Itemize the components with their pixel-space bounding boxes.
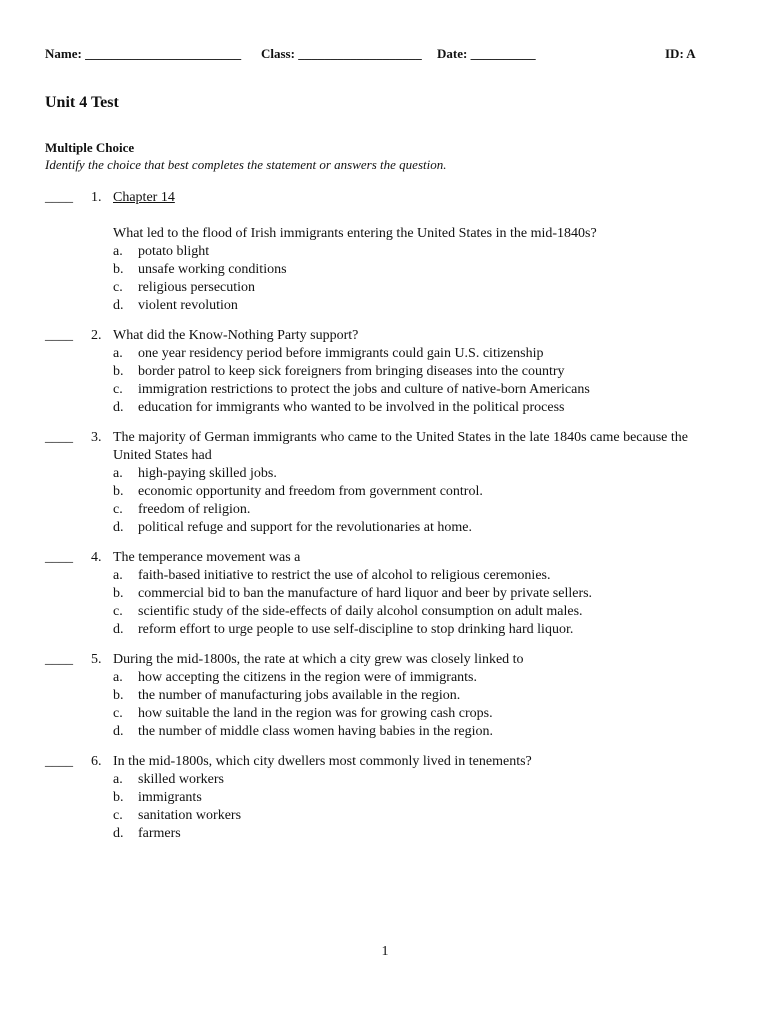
question-stem: In the mid-1800s, which city dwellers most commonly lived in tenements? [113, 754, 532, 769]
test-title: Unit 4 Test [45, 94, 119, 111]
section-instructions: Identify the choice that best completes the statement or answers the question. [45, 157, 447, 172]
choice-letter: c. [113, 502, 123, 517]
choice-c [113, 807, 725, 825]
header-row [45, 46, 705, 66]
choice-a [113, 771, 725, 789]
question-6 [45, 753, 725, 843]
choice-text: religious persecution [138, 280, 256, 295]
choice-d [113, 723, 725, 741]
choice-letter: a. [113, 346, 123, 361]
test-id-label: ID: A [665, 46, 696, 61]
question-stem: The temperance movement was a [113, 550, 301, 565]
choice-text: political refuge and support for the revolutionaries at home. [138, 520, 472, 535]
question-number: 1. [91, 190, 102, 205]
question-number: 2. [91, 328, 102, 343]
choice-text: skilled workers [138, 772, 224, 787]
choice-b [113, 363, 725, 381]
choice-text: violent revolution [138, 298, 238, 313]
question-4 [45, 549, 725, 639]
choice-letter: c. [113, 706, 123, 721]
choice-a [113, 345, 725, 363]
choice-letter: d. [113, 400, 124, 415]
choice-c [113, 501, 725, 519]
choice-c [113, 381, 725, 399]
choice-c [113, 705, 725, 723]
choice-text: immigration restrictions to protect the jobs and culture of native-born Americans [138, 382, 590, 397]
answer-blank: ____ [45, 190, 73, 205]
choice-text: freedom of religion. [138, 502, 251, 517]
question-1 [45, 189, 725, 315]
choice-text: potato blight [138, 244, 210, 259]
choice-letter: b. [113, 262, 124, 277]
question-stem: What led to the flood of Irish immigrants entering the United States in the mid-1840s? [113, 226, 597, 241]
choice-text: high-paying skilled jobs. [138, 466, 277, 481]
choice-d [113, 297, 725, 315]
answer-blank: ____ [45, 550, 73, 565]
choice-a [113, 465, 725, 483]
choice-letter: b. [113, 586, 124, 601]
answer-blank: ____ [45, 328, 73, 343]
question-list [45, 189, 725, 843]
name-field-label: Name: ________________________ [45, 46, 242, 61]
choice-text: reform effort to urge people to use self-discipline to stop drinking hard liquor. [138, 622, 574, 637]
choice-text: the number of manufacturing jobs available in the region. [138, 688, 461, 703]
page-number: 1 [381, 944, 389, 959]
choice-text: unsafe working conditions [138, 262, 287, 277]
choice-c [113, 279, 725, 297]
choice-letter: a. [113, 772, 123, 787]
choice-letter: a. [113, 568, 123, 583]
choice-text: how suitable the land in the region was for growing cash crops. [138, 706, 493, 721]
date-field-label: Date: __________ [437, 46, 536, 61]
choice-a [113, 567, 725, 585]
question-number: 5. [91, 652, 102, 667]
question-stem: What did the Know-Nothing Party support? [113, 328, 359, 343]
choice-d [113, 825, 725, 843]
question-number: 4. [91, 550, 102, 565]
section-title: Multiple Choice [45, 140, 135, 155]
answer-blank: ____ [45, 754, 73, 769]
choice-letter: d. [113, 724, 124, 739]
choice-letter: c. [113, 382, 123, 397]
question-stem: During the mid-1800s, the rate at which a city grew was closely linked to [113, 652, 524, 667]
choice-b [113, 585, 725, 603]
choice-letter: a. [113, 670, 123, 685]
answer-blank: ____ [45, 430, 73, 445]
question-number: 3. [91, 430, 102, 445]
choice-text: sanitation workers [138, 808, 242, 823]
choice-text: scientific study of the side-effects of daily alcohol consumption on adult males. [138, 604, 583, 619]
choice-letter: d. [113, 826, 124, 841]
answer-blank: ____ [45, 652, 73, 667]
choice-text: commercial bid to ban the manufacture of hard liquor and beer by private sellers. [138, 586, 593, 601]
choice-letter: b. [113, 364, 124, 379]
choice-letter: a. [113, 244, 123, 259]
question-number: 6. [91, 754, 102, 769]
choice-letter: c. [113, 604, 123, 619]
choice-d [113, 399, 725, 417]
choice-text: one year residency period before immigrants could gain U.S. citizenship [138, 346, 544, 361]
choice-d [113, 519, 725, 537]
choice-letter: d. [113, 298, 124, 313]
choice-a [113, 669, 725, 687]
choice-letter: a. [113, 466, 123, 481]
choice-b [113, 261, 725, 279]
choice-letter: d. [113, 520, 124, 535]
choice-b [113, 789, 725, 807]
choice-b [113, 483, 725, 501]
choice-letter: b. [113, 688, 124, 703]
class-field-label: Class: ___________________ [261, 46, 422, 61]
choice-letter: b. [113, 484, 124, 499]
choice-c [113, 603, 725, 621]
choice-letter: d. [113, 622, 124, 637]
choice-d [113, 621, 725, 639]
choice-text: border patrol to keep sick foreigners from bringing diseases into the country [138, 364, 565, 379]
choice-b [113, 687, 725, 705]
question-stem: The majority of German immigrants who came to the United States in the late 1840s came because the United States had [113, 430, 688, 463]
choice-letter: b. [113, 790, 124, 805]
choice-a [113, 243, 725, 261]
choice-text: immigrants [138, 790, 202, 805]
choice-letter: c. [113, 280, 123, 295]
choice-text: farmers [138, 826, 181, 841]
chapter-heading: Chapter 14 [113, 190, 175, 205]
choice-letter: c. [113, 808, 123, 823]
choice-text: faith-based initiative to restrict the use of alcohol to religious ceremonies. [138, 568, 551, 583]
choice-text: economic opportunity and freedom from government control. [138, 484, 483, 499]
question-3 [45, 429, 725, 537]
choice-text: how accepting the citizens in the region were of immigrants. [138, 670, 478, 685]
question-5 [45, 651, 725, 741]
choice-text: education for immigrants who wanted to be involved in the political process [138, 400, 565, 415]
question-2 [45, 327, 725, 417]
choice-text: the number of middle class women having babies in the region. [138, 724, 493, 739]
